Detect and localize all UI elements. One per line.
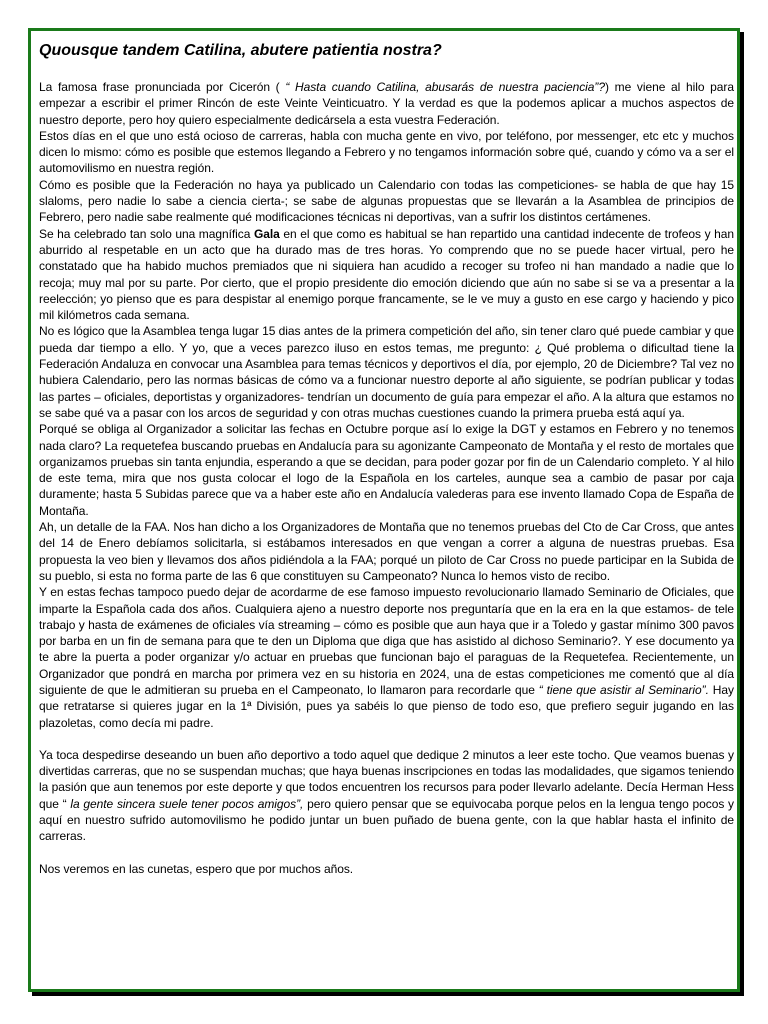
paragraph-1-text-a: La famosa frase pronunciada por Cicerón (: [39, 80, 286, 94]
paragraph-8-quote: “ tiene que asistir al Seminario”.: [538, 682, 709, 697]
article-content: [39, 41, 734, 877]
paragraph-8: [39, 584, 734, 731]
paragraph-5: No es lógico que la Asamblea tenga lugar 15 dias antes de la primera competición del año, sin tener claro qué puede cambiar y que pueda dar tiempo a ello. Y yo, que a veces parezco iluso en estos temas, me pregunto: ¿ Qué problema o dificultad tiene la Federación Andaluza en convocar una Asamblea para temas técnicos y deportivos el día, por ejemplo, 20 de Diciembre? Tal vez no hubiera Calendario, pero las normas básicas de cómo va a funcionar nuestro deporte al año siguiente, se podrían publicar y todas las partes – oficiales, deportistas y organizadores- tendrían un documento de guía para empezar el año. A la altura que estamos no se sabe qué va a pasar con los arcos de seguridad y con otras muchas cuestiones cuando la primera prueba está aquí ya.: [39, 324, 734, 420]
paragraph-8-text-a: Y en estas fechas tampoco puedo dejar de acordarme de ese famoso impuesto revolucionario llamado Seminario de Oficiales, que imparte la Española cada dos años. Cualquiera ajeno a nuestro deporte nos preguntaría que en la era en la que estamos- de tele trabajo y hasta de exámenes de oficiales vía streaming – cómo es posible que aun haya que ir a Toledo y gastar mínimo 300 pavos por barba en un fin de semana para que te den un Diploma que diga que has asistido al dichoso Seminario?. Y ese documento ya te abre la puerta a poder organizar y/o actuar en pruebas que funcionan bajo el paraguas de la Requetefea. Recientemente, un Organizador que pondrá en marcha por primera vez en su historia en 2024, una de estas competiciones me comentó que al día siguiente de que le admitieran su prueba en el Campeonato, lo llamaron para recordarle que: [39, 585, 734, 697]
paragraph-4-text-b: en el que como es habitual se han repartido una cantidad indecente de trofeos y han aburrido al respetable en un acto que ha durado mas de tres horas. Yo comprendo que no se puede hacer virtual, pero he constatado que ha habido muchos premiados que ni siquiera han acudido a recoger su trofeo ni han mandado a nadie que lo recoja; muy mal por su parte. Por cierto, que el propio presidente dio emoción diciendo que aún no sabe si se va a presentar a la reelección; yo pienso que es para despistar al enemigo porque francamente, se le ve muy a gusto en ese cargo y haciendo y pico mil kilómetros cada semana.: [39, 226, 734, 323]
paragraph-10: Nos veremos en las cunetas, espero que por muchos años.: [39, 861, 354, 876]
paragraph-3: Cómo es posible que la Federación no haya ya publicado un Calendario con todas las competiciones- se habla de que hay 15 slaloms, pero nadie lo sabe a ciencia cierta-; se sabe de algunas propuestas que se llevarán a la Asamblea de principios de Febrero, pero nadie sabe realmente qué modificaciones técnicas ni deportivas, van a sufrir los distintos certámenes.: [39, 177, 734, 225]
paragraph-4-bold: Gala: [253, 226, 280, 241]
paragraph-4: [39, 226, 734, 324]
paragraph-9-quote: la gente sincera suele tener pocos amigos”,: [70, 796, 304, 811]
paragraph-4-text-a: Se ha celebrado tan solo una magnífica: [39, 226, 254, 241]
paragraph-8-text-b: Hay que retratarse si quieres jugar en la 1ª División, pues ya sabéis lo que pienso de todo eso, que prefiero seguir jugando en las plazoletas, como decía mi padre.: [39, 682, 735, 730]
article-title: Quousque tandem Catilina, abutere patientia nostra?: [39, 42, 442, 59]
paragraph-7: Ah, un detalle de la FAA. Nos han dicho a los Organizadores de Montaña que no tenemos pruebas del Cto de Car Cross, que antes del 14 de Enero debíamos solicitarla, si estábamos interesados en que vengan a correr a alguna de nuestras pruebas. Esa propuesta la veo bien y llevamos dos años pidiéndola a la FAA; porqué un piloto de Car Cross no puede participar en la Subida de su pueblo, si esta no forma parte de las 6 que constituyen su Campeonato? Nunca lo hemos visto de recibo.: [39, 520, 734, 583]
article-frame: [28, 28, 740, 992]
paragraph-1-quote: “ Hasta cuando Catilina, abusarás de nuestra paciencia”?: [285, 80, 605, 94]
paragraph-1: [39, 79, 734, 128]
paragraph-2: Estos días en el que uno está ocioso de carreras, habla con mucha gente en vivo, por teléfono, por messenger, etc etc y muchos dicen lo mismo: cómo es posible que estemos llegando a Febrero y no tengamos información sobre qué, cuando y cómo va a ser el automovilismo en nuestra región.: [39, 128, 734, 176]
paragraph-1-text-b: ) me viene al hilo para empezar a escribir el primer Rincón de este Veinte Veinticuatro. Y la verdad es que la podemos aplicar a muchos aspectos de nuestro deporte, pero hoy quiero especialmente dedicársela a esta vuestra Federación.: [39, 80, 735, 127]
paragraph-9-text-b: pero quiero pensar que se equivocaba porque pelos en la lengua tengo pocos y aquí en nuestro sufrido automovilismo he podido juntar un buen puñado de buena gente, con la que hablar hasta el infinito de carreras.: [39, 796, 734, 844]
spacer: [39, 731, 734, 747]
paragraph-6: Porqué se obliga al Organizador a solicitar las fechas en Octubre porque así lo exige la DGT y estamos en Febrero y no tenemos nada claro? La requetefea buscando pruebas en Andalucía para su agonizante Campeonato de Montaña y el resto de mortales que organizamos pruebas sin tanta enjundia, esperando a que se decidan, para poder gozar por fin de un Calendario completo. Y al hilo de este tema, mira que nos gusta colocar el logo de la Española en los carteles, aunque sea a cambio de pasar por caja duramente; hasta 5 Subidas parece que va a haber este año en Andalucía valederas para ese invento llamado Copa de España de Montaña.: [39, 422, 734, 518]
paragraph-9-text-a: Ya toca despedirse deseando un buen año deportivo a todo aquel que dedique 2 minutos a leer este tocho. Que veamos buenas y divertidas carreras, que no se suspendan muchas; que haya buenas inscripciones en todas las modalidades, que sigamos teniendo la pasión que aun tenemos por este deporte y que todos encuentren los recursos para poder llevarlo adelante. Decía Herman Hess que “: [39, 747, 734, 811]
paragraph-9: [39, 747, 734, 845]
spacer: [39, 845, 734, 861]
